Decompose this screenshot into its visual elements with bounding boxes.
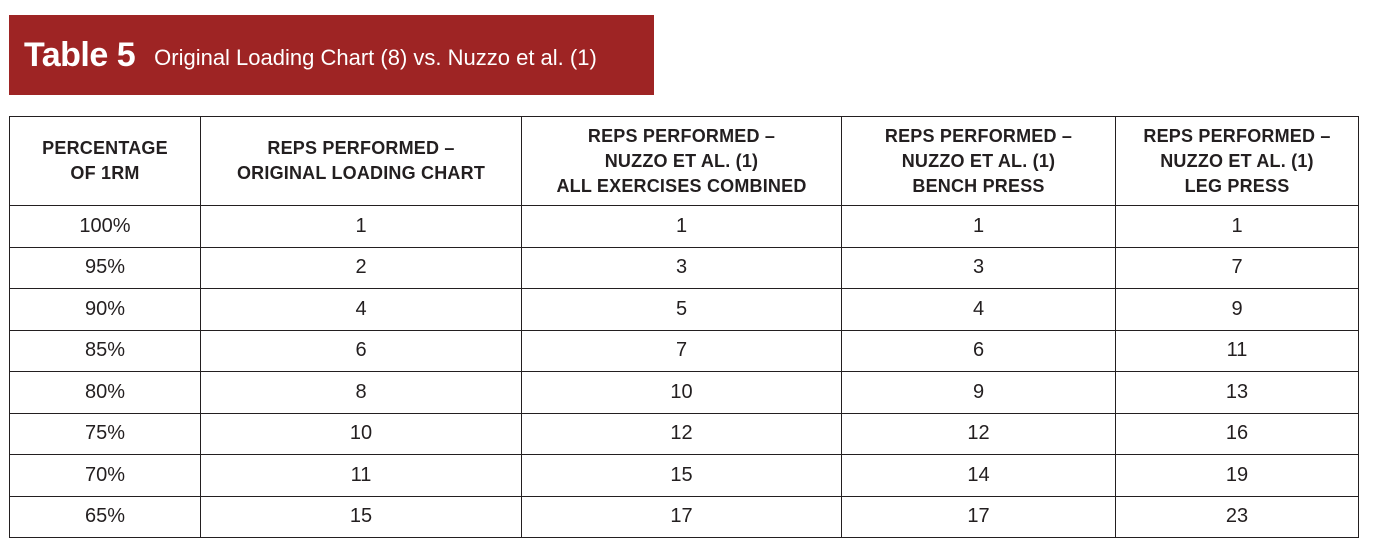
header-line: NUZZO ET AL. (1) — [1160, 150, 1314, 171]
table-row — [10, 206, 1359, 248]
cell-original-chart: 2 — [201, 247, 522, 289]
cell-leg-press: 23 — [1116, 496, 1359, 538]
cell-percentage: 75% — [10, 413, 201, 455]
header-line: BENCH PRESS — [912, 175, 1045, 196]
table-row — [10, 413, 1359, 455]
table-row — [10, 455, 1359, 497]
cell-leg-press: 13 — [1116, 372, 1359, 414]
cell-percentage: 80% — [10, 372, 201, 414]
header-line: PERCENTAGE — [42, 138, 168, 158]
cell-bench-press: 12 — [842, 413, 1116, 455]
cell-all-exercises: 7 — [522, 330, 842, 372]
column-header-bench-press — [842, 117, 1116, 206]
table-row — [10, 496, 1359, 538]
cell-bench-press: 3 — [842, 247, 1116, 289]
cell-original-chart: 4 — [201, 289, 522, 331]
cell-percentage: 90% — [10, 289, 201, 331]
header-line: NUZZO ET AL. (1) — [901, 150, 1056, 171]
header-line: REPS PERFORMED – — [884, 125, 1073, 146]
cell-all-exercises: 1 — [522, 206, 842, 248]
cell-original-chart: 6 — [201, 330, 522, 372]
cell-percentage: 85% — [10, 330, 201, 372]
cell-original-chart: 10 — [201, 413, 522, 455]
cell-all-exercises: 17 — [522, 496, 842, 538]
header-line: OF 1RM — [70, 163, 140, 183]
cell-bench-press: 14 — [842, 455, 1116, 497]
cell-leg-press: 9 — [1116, 289, 1359, 331]
header-line: REPS PERFORMED – — [1143, 125, 1331, 146]
cell-original-chart: 8 — [201, 372, 522, 414]
header-line: NUZZO ET AL. (1) — [604, 150, 759, 171]
cell-percentage: 70% — [10, 455, 201, 497]
cell-all-exercises: 12 — [522, 413, 842, 455]
table-row — [10, 289, 1359, 331]
cell-leg-press: 7 — [1116, 247, 1359, 289]
column-header-original-chart — [201, 117, 522, 206]
table-row — [10, 372, 1359, 414]
header-line: ALL EXERCISES COMBINED — [556, 175, 807, 196]
cell-original-chart: 11 — [201, 455, 522, 497]
cell-percentage: 65% — [10, 496, 201, 538]
loading-chart-table — [9, 116, 1359, 538]
cell-leg-press: 19 — [1116, 455, 1359, 497]
column-header-percentage — [10, 117, 201, 206]
cell-leg-press: 1 — [1116, 206, 1359, 248]
cell-leg-press: 11 — [1116, 330, 1359, 372]
column-header-leg-press — [1116, 117, 1359, 206]
table-row — [10, 247, 1359, 289]
cell-all-exercises: 5 — [522, 289, 842, 331]
cell-bench-press: 6 — [842, 330, 1116, 372]
cell-all-exercises: 15 — [522, 455, 842, 497]
header-line: REPS PERFORMED – — [587, 125, 776, 146]
cell-leg-press: 16 — [1116, 413, 1359, 455]
cell-all-exercises: 3 — [522, 247, 842, 289]
cell-percentage: 100% — [10, 206, 201, 248]
cell-bench-press: 9 — [842, 372, 1116, 414]
header-line: REPS PERFORMED – — [267, 138, 455, 158]
column-header-all-exercises — [522, 117, 842, 206]
cell-original-chart: 15 — [201, 496, 522, 538]
cell-bench-press: 4 — [842, 289, 1116, 331]
cell-bench-press: 1 — [842, 206, 1116, 248]
table-header-row — [10, 117, 1359, 206]
header-line: ORIGINAL LOADING CHART — [236, 163, 486, 183]
cell-bench-press: 17 — [842, 496, 1116, 538]
table-label: Table 5 — [24, 35, 136, 74]
cell-original-chart: 1 — [201, 206, 522, 248]
table-caption: Original Loading Chart (8) vs. Nuzzo et al. (1) — [154, 45, 597, 70]
table-title-banner — [9, 15, 654, 95]
cell-all-exercises: 10 — [522, 372, 842, 414]
table-row — [10, 330, 1359, 372]
header-line: LEG PRESS — [1184, 175, 1290, 196]
cell-percentage: 95% — [10, 247, 201, 289]
